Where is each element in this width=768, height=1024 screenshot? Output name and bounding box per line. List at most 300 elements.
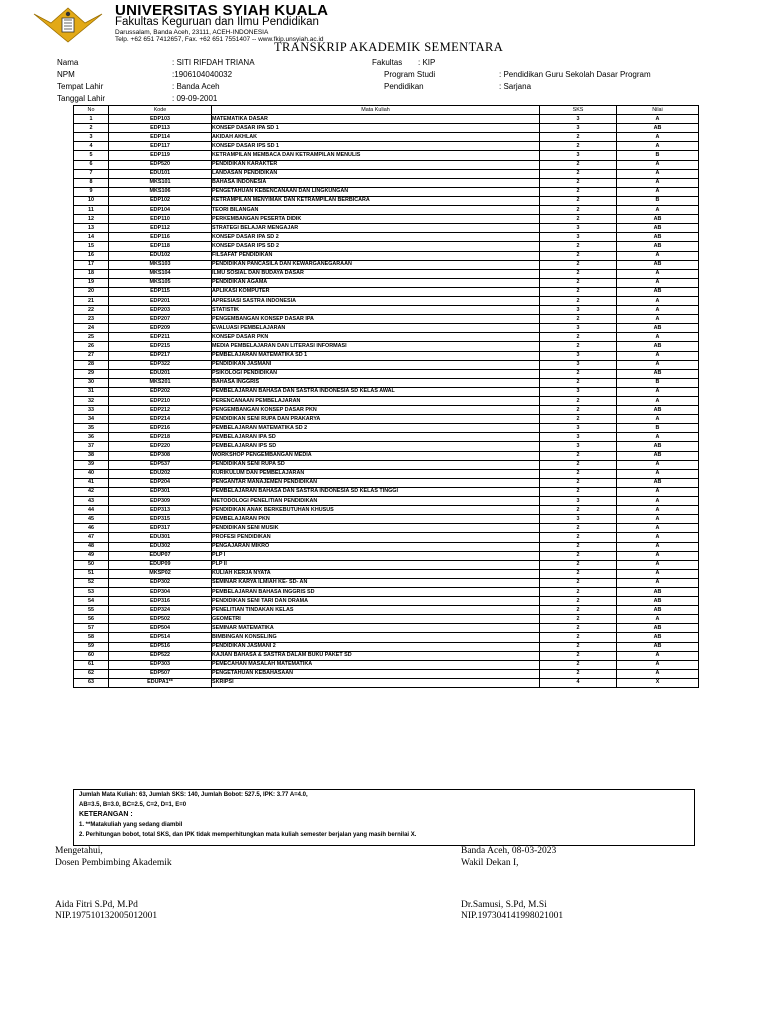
cell-kode: EDP212: [109, 406, 212, 415]
cell-no: 45: [74, 515, 109, 524]
cell-mata-kuliah: PROFESI PENDIDIKAN: [212, 533, 540, 542]
cell-no: 16: [74, 251, 109, 260]
cell-sks: 2: [540, 597, 617, 606]
cell-nilai: AB: [617, 606, 699, 615]
vice-dean-title: Wakil Dekan I,: [461, 858, 519, 868]
table-row: [74, 551, 699, 560]
table-row: [74, 660, 699, 669]
cell-nilai: AB: [617, 342, 699, 351]
cell-mata-kuliah: PENDIDIKAN JASMANI 2: [212, 642, 540, 651]
cell-kode: EDP112: [109, 224, 212, 233]
table-row: [74, 306, 699, 315]
cell-no: 23: [74, 315, 109, 324]
cell-kode: EDP302: [109, 578, 212, 587]
cell-kode: EDP204: [109, 478, 212, 487]
cell-sks: 2: [540, 606, 617, 615]
cell-kode: EDP116: [109, 233, 212, 242]
table-row: [74, 415, 699, 424]
table-row: [74, 651, 699, 660]
table-row: [74, 324, 699, 333]
cell-no: 7: [74, 169, 109, 178]
cell-nilai: AB: [617, 587, 699, 596]
faculty-name: Fakultas Keguruan dan Ilmu Pendidikan: [115, 16, 319, 28]
table-row: [74, 587, 699, 596]
cell-sks: 2: [540, 178, 617, 187]
cell-nilai: A: [617, 387, 699, 396]
cell-no: 47: [74, 533, 109, 542]
cell-sks: 2: [540, 315, 617, 324]
cell-sks: 2: [540, 242, 617, 251]
cell-kode: EDUP09: [109, 560, 212, 569]
contact-info: Telp. +62 651 7412657, Fax. +62 651 7551407 -- www.fkip.unsyiah.ac.id: [115, 36, 324, 43]
cell-kode: EDP202: [109, 387, 212, 396]
cell-sks: 3: [540, 324, 617, 333]
header-no: No: [74, 106, 109, 115]
cell-nilai: AB: [617, 260, 699, 269]
table-row: [74, 569, 699, 578]
cell-nilai: A: [617, 269, 699, 278]
cell-sks: 3: [540, 151, 617, 160]
table-row: [74, 378, 699, 387]
table-row: [74, 296, 699, 305]
cell-no: 31: [74, 387, 109, 396]
grade-scale: AB=3.5, B=3.0, BC=2.5, C=2, D=1, E=0: [79, 802, 187, 808]
npm-label: NPM: [57, 70, 75, 79]
table-row: [74, 196, 699, 205]
cell-nilai: AB: [617, 287, 699, 296]
cell-no: 1: [74, 115, 109, 124]
name-value: : SITI RIFDAH TRIANA: [172, 58, 255, 67]
table-row: [74, 115, 699, 124]
cell-no: 36: [74, 433, 109, 442]
cell-kode: EDP324: [109, 606, 212, 615]
cell-nilai: A: [617, 333, 699, 342]
faculty-label: Fakultas: [372, 58, 403, 67]
cell-no: 4: [74, 142, 109, 151]
cell-kode: MKS103: [109, 260, 212, 269]
cell-kode: EDP118: [109, 242, 212, 251]
cell-sks: 2: [540, 187, 617, 196]
advisor-name: Aida Fitri S.Pd, M.Pd: [55, 900, 138, 910]
cell-nilai: A: [617, 615, 699, 624]
cell-nilai: AB: [617, 242, 699, 251]
program-value: : Pendidikan Guru Sekolah Dasar Program: [499, 70, 651, 79]
cell-mata-kuliah: GEOMETRI: [212, 615, 540, 624]
cell-sks: 2: [540, 333, 617, 342]
cell-sks: 2: [540, 478, 617, 487]
cell-mata-kuliah: PSIKOLOGI PENDIDIKAN: [212, 369, 540, 378]
cell-sks: 2: [540, 469, 617, 478]
cell-no: 63: [74, 678, 109, 687]
cell-mata-kuliah: PENGAJARAN MIKRO: [212, 542, 540, 551]
cell-no: 18: [74, 269, 109, 278]
cell-sks: 2: [540, 551, 617, 560]
cell-mata-kuliah: STATISTIK: [212, 306, 540, 315]
document-title: TRANSKRIP AKADEMIK SEMENTARA: [274, 40, 504, 54]
vice-dean-nip: NIP.197304141998021001: [461, 911, 564, 921]
cell-kode: EDUP07: [109, 551, 212, 560]
table-row: [74, 442, 699, 451]
advisor-title: Dosen Pembimbing Akademik: [55, 858, 172, 868]
cell-no: 59: [74, 642, 109, 651]
cell-kode: MKS201: [109, 378, 212, 387]
header-sks: SKS: [540, 106, 617, 115]
cell-kode: EDP102: [109, 196, 212, 205]
cell-nilai: A: [617, 569, 699, 578]
cell-mata-kuliah: PLP I: [212, 551, 540, 560]
cell-sks: 2: [540, 642, 617, 651]
birthdate-label: Tanggal Lahir: [57, 94, 106, 103]
cell-no: 35: [74, 424, 109, 433]
cell-no: 42: [74, 487, 109, 496]
cell-sks: 2: [540, 524, 617, 533]
cell-no: 14: [74, 233, 109, 242]
cell-mata-kuliah: LANDASAN PENDIDIKAN: [212, 169, 540, 178]
cell-no: 58: [74, 633, 109, 642]
cell-nilai: AB: [617, 215, 699, 224]
table-row: [74, 151, 699, 160]
cell-nilai: X: [617, 678, 699, 687]
cell-mata-kuliah: SKRIPSI: [212, 678, 540, 687]
cell-kode: EDP114: [109, 133, 212, 142]
table-row: [74, 678, 699, 687]
summary-box: [73, 789, 695, 846]
cell-nilai: A: [617, 178, 699, 187]
cell-kode: EDP203: [109, 306, 212, 315]
cell-sks: 2: [540, 133, 617, 142]
cell-sks: 2: [540, 660, 617, 669]
cell-kode: EDP214: [109, 415, 212, 424]
cell-kode: EDP322: [109, 360, 212, 369]
cell-nilai: B: [617, 196, 699, 205]
cell-sks: 3: [540, 115, 617, 124]
cell-mata-kuliah: KONSEP DASAR IPA SD 1: [212, 124, 540, 133]
table-row: [74, 224, 699, 233]
cell-sks: 3: [540, 306, 617, 315]
cell-sks: 2: [540, 487, 617, 496]
cell-kode: EDP316: [109, 597, 212, 606]
cell-no: 51: [74, 569, 109, 578]
cell-no: 62: [74, 669, 109, 678]
table-row: [74, 424, 699, 433]
cell-sks: 2: [540, 342, 617, 351]
name-label: Nama: [57, 58, 79, 67]
cell-nilai: A: [617, 142, 699, 151]
cell-no: 52: [74, 578, 109, 587]
cell-mata-kuliah: METODOLOGI PENELITIAN PENDIDIKAN: [212, 497, 540, 506]
table-row: [74, 506, 699, 515]
cell-sks: 3: [540, 387, 617, 396]
cell-kode: EDP315: [109, 515, 212, 524]
cell-no: 38: [74, 451, 109, 460]
cell-no: 8: [74, 178, 109, 187]
cell-mata-kuliah: PENDIDIKAN AGAMA: [212, 278, 540, 287]
table-row: [74, 433, 699, 442]
cell-no: 26: [74, 342, 109, 351]
cell-no: 46: [74, 524, 109, 533]
education-value: : Sarjana: [499, 82, 532, 91]
table-row: [74, 460, 699, 469]
table-row: [74, 315, 699, 324]
cell-sks: 2: [540, 506, 617, 515]
cell-sks: 2: [540, 169, 617, 178]
cell-kode: EDU301: [109, 533, 212, 542]
address: Darussalam, Banda Aceh, 23111, ACEH-INDONESIA: [115, 29, 269, 36]
faculty-value: : KIP: [418, 58, 436, 67]
cell-nilai: AB: [617, 224, 699, 233]
table-row: [74, 251, 699, 260]
cell-sks: 3: [540, 224, 617, 233]
cell-nilai: AB: [617, 642, 699, 651]
table-row: [74, 369, 699, 378]
cell-sks: 2: [540, 460, 617, 469]
cell-kode: EDP516: [109, 642, 212, 651]
cell-sks: 4: [540, 678, 617, 687]
table-row: [74, 515, 699, 524]
cell-no: 9: [74, 187, 109, 196]
cell-nilai: A: [617, 524, 699, 533]
table-row: [74, 397, 699, 406]
table-row: [74, 169, 699, 178]
cell-kode: EDU102: [109, 251, 212, 260]
cell-kode: MKS106: [109, 187, 212, 196]
table-row: [74, 533, 699, 542]
cell-no: 6: [74, 160, 109, 169]
cell-sks: 2: [540, 406, 617, 415]
npm-value: :1906104040032: [172, 70, 233, 79]
cell-kode: EDP537: [109, 460, 212, 469]
cell-no: 61: [74, 660, 109, 669]
cell-no: 48: [74, 542, 109, 551]
cell-sks: 3: [540, 360, 617, 369]
cell-no: 19: [74, 278, 109, 287]
cell-mata-kuliah: MATEMATIKA DASAR: [212, 115, 540, 124]
table-row: [74, 351, 699, 360]
cell-sks: 2: [540, 451, 617, 460]
cell-mata-kuliah: STRATEGI BELAJAR MENGAJAR: [212, 224, 540, 233]
cell-nilai: A: [617, 669, 699, 678]
cell-kode: EDP211: [109, 333, 212, 342]
table-row: [74, 333, 699, 342]
header-mata-kuliah: Mata Kuliah: [212, 106, 540, 115]
cell-sks: 3: [540, 442, 617, 451]
cell-mata-kuliah: PENGEMBANGAN KONSEP DASAR IPA: [212, 315, 540, 324]
cell-mata-kuliah: PEMBELAJARAN BAHASA INGGRIS SD: [212, 587, 540, 596]
cell-no: 43: [74, 497, 109, 506]
university-logo-icon: [33, 6, 103, 44]
cell-sks: 2: [540, 587, 617, 596]
transcript-body: [74, 115, 699, 688]
advisor-nip: NIP.197510132005012001: [55, 911, 158, 921]
table-row: [74, 269, 699, 278]
cell-mata-kuliah: KONSEP DASAR IPS SD 2: [212, 242, 540, 251]
cell-nilai: A: [617, 415, 699, 424]
cell-mata-kuliah: APLIKASI KOMPUTER: [212, 287, 540, 296]
cell-nilai: B: [617, 378, 699, 387]
table-row: [74, 178, 699, 187]
cell-mata-kuliah: PENDIDIKAN ANAK BERKEBUTUHAN KHUSUS: [212, 506, 540, 515]
table-row: [74, 669, 699, 678]
cell-kode: MKS101: [109, 178, 212, 187]
cell-sks: 3: [540, 515, 617, 524]
cell-sks: 2: [540, 287, 617, 296]
cell-sks: 2: [540, 560, 617, 569]
cell-nilai: A: [617, 651, 699, 660]
cell-mata-kuliah: PLP II: [212, 560, 540, 569]
table-row: [74, 160, 699, 169]
cell-no: 29: [74, 369, 109, 378]
table-row: [74, 215, 699, 224]
cell-nilai: A: [617, 115, 699, 124]
cell-nilai: A: [617, 315, 699, 324]
cell-mata-kuliah: KULIAH KERJA NYATA: [212, 569, 540, 578]
cell-kode: EDP520: [109, 160, 212, 169]
acknowledged-label: Mengetahui,: [55, 846, 103, 856]
vice-dean-name: Dr.Samusi, S.Pd, M.Si: [461, 900, 547, 910]
cell-sks: 2: [540, 569, 617, 578]
cell-mata-kuliah: PEMBELAJARAN IPS SD: [212, 442, 540, 451]
cell-mata-kuliah: KAJIAN BAHASA & SASTRA DALAM BUKU PAKET SD: [212, 651, 540, 660]
cell-no: 27: [74, 351, 109, 360]
cell-sks: 2: [540, 633, 617, 642]
table-row: [74, 206, 699, 215]
cell-kode: EDP207: [109, 315, 212, 324]
cell-no: 41: [74, 478, 109, 487]
program-label: Program Studi: [384, 70, 436, 79]
cell-sks: 2: [540, 369, 617, 378]
cell-sks: 2: [540, 251, 617, 260]
cell-mata-kuliah: PENDIDIKAN SENI TARI DAN DRAMA: [212, 597, 540, 606]
cell-no: 50: [74, 560, 109, 569]
cell-mata-kuliah: PEMECAHAN MASALAH MATEMATIKA: [212, 660, 540, 669]
cell-sks: 2: [540, 624, 617, 633]
cell-mata-kuliah: KETRAMPILAN MENYIMAK DAN KETRAMPILAN BERBICARA: [212, 196, 540, 205]
cell-sks: 2: [540, 651, 617, 660]
cell-kode: EDP514: [109, 633, 212, 642]
cell-sks: 2: [540, 578, 617, 587]
cell-nilai: A: [617, 497, 699, 506]
cell-nilai: A: [617, 533, 699, 542]
cell-sks: 2: [540, 260, 617, 269]
cell-mata-kuliah: KETRAMPILAN MEMBACA DAN KETRAMPILAN MENULIS: [212, 151, 540, 160]
table-row: [74, 560, 699, 569]
table-row: [74, 597, 699, 606]
transcript-table: [73, 105, 699, 688]
cell-nilai: AB: [617, 478, 699, 487]
cell-mata-kuliah: APRESIASI SASTRA INDONESIA: [212, 296, 540, 305]
cell-sks: 3: [540, 424, 617, 433]
table-row: [74, 342, 699, 351]
cell-sks: 2: [540, 206, 617, 215]
cell-no: 10: [74, 196, 109, 205]
cell-mata-kuliah: PENGANTAR MANAJEMEN PENDIDIKAN: [212, 478, 540, 487]
cell-nilai: A: [617, 660, 699, 669]
cell-nilai: A: [617, 487, 699, 496]
table-row: [74, 387, 699, 396]
birthplace-value: : Banda Aceh: [172, 82, 220, 91]
cell-kode: EDP217: [109, 351, 212, 360]
birthdate-value: : 09-09-2001: [172, 94, 218, 103]
cell-no: 2: [74, 124, 109, 133]
cell-mata-kuliah: BIMBINGAN KONSELING: [212, 633, 540, 642]
table-row: [74, 633, 699, 642]
cell-no: 25: [74, 333, 109, 342]
cell-kode: MKSP02: [109, 569, 212, 578]
table-row: [74, 615, 699, 624]
cell-nilai: A: [617, 560, 699, 569]
cell-mata-kuliah: FILSAFAT PENDIDIKAN: [212, 251, 540, 260]
cell-no: 20: [74, 287, 109, 296]
cell-no: 56: [74, 615, 109, 624]
cell-kode: EDP502: [109, 615, 212, 624]
cell-sks: 2: [540, 397, 617, 406]
cell-mata-kuliah: BAHASA INGGRIS: [212, 378, 540, 387]
cell-sks: 2: [540, 296, 617, 305]
cell-mata-kuliah: KONSEP DASAR IPA SD 2: [212, 233, 540, 242]
cell-nilai: A: [617, 160, 699, 169]
table-row: [74, 406, 699, 415]
cell-kode: EDP115: [109, 287, 212, 296]
cell-nilai: A: [617, 206, 699, 215]
cell-nilai: A: [617, 551, 699, 560]
cell-kode: EDP215: [109, 342, 212, 351]
cell-no: 60: [74, 651, 109, 660]
cell-nilai: A: [617, 460, 699, 469]
table-row: [74, 278, 699, 287]
cell-nilai: AB: [617, 442, 699, 451]
cell-sks: 3: [540, 124, 617, 133]
cell-mata-kuliah: PEMBELAJARAN MATEMATIKA SD 1: [212, 351, 540, 360]
table-row: [74, 542, 699, 551]
table-header-row: [74, 106, 699, 115]
cell-kode: EDP522: [109, 651, 212, 660]
table-row: [74, 142, 699, 151]
cell-mata-kuliah: PENDIDIKAN KARAKTER: [212, 160, 540, 169]
cell-nilai: A: [617, 296, 699, 305]
cell-nilai: A: [617, 169, 699, 178]
cell-nilai: A: [617, 251, 699, 260]
cell-no: 3: [74, 133, 109, 142]
cell-mata-kuliah: BAHASA INDONESIA: [212, 178, 540, 187]
cell-sks: 2: [540, 669, 617, 678]
cell-mata-kuliah: TEORI BILANGAN: [212, 206, 540, 215]
cell-kode: EDP309: [109, 497, 212, 506]
cell-kode: EDP201: [109, 296, 212, 305]
cell-mata-kuliah: KONSEP DASAR IPS SD 1: [212, 142, 540, 151]
cell-kode: EDP110: [109, 215, 212, 224]
cell-mata-kuliah: PEMBELAJARAN MATEMATIKA SD 2: [212, 424, 540, 433]
cell-nilai: A: [617, 306, 699, 315]
cell-kode: EDP303: [109, 660, 212, 669]
table-row: [74, 487, 699, 496]
cell-no: 30: [74, 378, 109, 387]
table-row: [74, 287, 699, 296]
cell-mata-kuliah: PERENCANAAN PEMBELAJARAN: [212, 397, 540, 406]
table-row: [74, 524, 699, 533]
cell-mata-kuliah: PENDIDIKAN SENI RUPA SD: [212, 460, 540, 469]
cell-sks: 2: [540, 142, 617, 151]
cell-kode: EDP209: [109, 324, 212, 333]
table-row: [74, 124, 699, 133]
cell-nilai: B: [617, 424, 699, 433]
cell-nilai: A: [617, 578, 699, 587]
cell-mata-kuliah: PEMBELAJARAN PKN: [212, 515, 540, 524]
cell-kode: EDP119: [109, 151, 212, 160]
cell-kode: EDP210: [109, 397, 212, 406]
cell-sks: 2: [540, 269, 617, 278]
education-label: Pendidikan: [384, 82, 424, 91]
cell-no: 34: [74, 415, 109, 424]
